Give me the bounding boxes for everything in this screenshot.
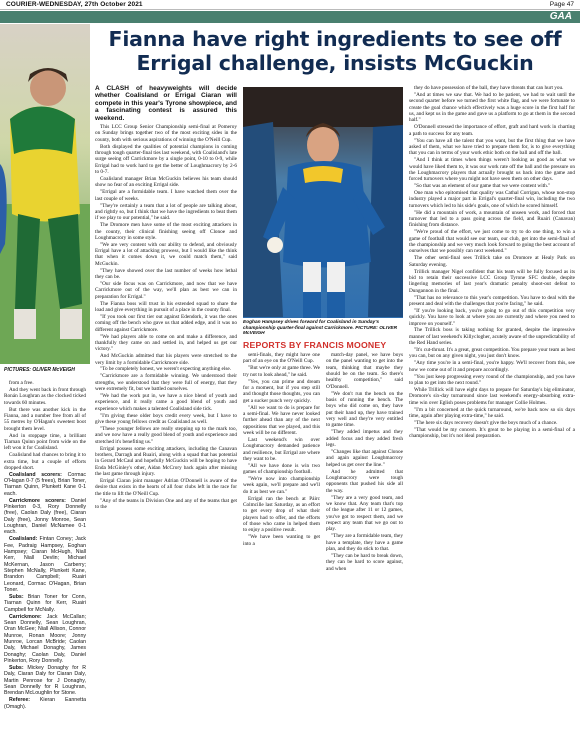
paragraph: "And at times we saw that. We had to be patient, we had to wait until the second quarter before we turned the first white flag, and we were fortunate to create the goal chance which effectively was a huge score in the first half for us, and kept us in the game and gave us a platform to go at them in the second half." <box>409 91 575 124</box>
left-photo-caption: PICTURES: OLIVER McVEIGH <box>4 367 75 373</box>
article-column-4 <box>326 352 403 733</box>
result-entry <box>4 614 86 665</box>
paragraph: "They are a formidable team, they have a template, they have a game plan, and they do stick to that. <box>326 533 403 552</box>
result-heading: Subs: <box>9 665 24 672</box>
paragraph: "Errigal are a formidable team. I have watched them over the last couple of weeks. <box>95 189 237 202</box>
paragraph: Last weekend's win over Loughmacrory demanded patience and resilience, but Errigal are where they want to be. <box>243 436 320 462</box>
paragraph: "They have showed over the last number of weeks how lethal they can be. <box>95 267 237 281</box>
paragraph: match-day panel, we have boys on the panel wanting to get into the team, thinking that maybe they should be on the team. So there's healthy competition," said O'Donnell. <box>326 352 403 390</box>
paragraph: Errigal Ciaran joint manager Adrian O'Donnell is aware of the desire that exists in the hearts of all four clubs left in the race for the title to lift the O'Neill Cup. <box>95 477 237 497</box>
left-photo-image <box>0 24 90 364</box>
article-intro: A CLASH of heavyweights will decide whether Coalisland or Errigal Ciaran will compete in this year's Tyrone showpiece, and a fascinating contest is assured this weekend. <box>95 85 237 122</box>
paragraph: "All we want to do is prepare for a semi-final. We have never looked further ahead than any of the next oppositions that we played, and this week will be no different. <box>243 404 320 436</box>
paragraph: While Trillick will have eight days to prepare for Saturday's big eliminator, Dromore's six-day turnaround since last weekend's energy-absorbing extra-time win over Eglish poses problems for manager Collie Holmes. <box>409 386 575 406</box>
result-heading: Carrickmore: <box>9 613 42 620</box>
paragraph: Both displayed the qualities of potential champions in coming through tough quarter-final ties last weekend, with Coalisland's late surge seeing off Carrickmore by a single point, 0-10 to 0-9, while Errigal had to work hard to get the better of Loughmacrory by 2-6 to 0-7. <box>95 143 237 176</box>
byline: REPORTS BY FRANCIS MOONEY <box>243 340 387 350</box>
paragraph: "If you're looking back, you're going to go out of this competition very quickly. You have to look at where you are currently and where you need to improve on yourself." <box>409 307 575 327</box>
paragraph: The Dromore men have some of the most exciting attackers in the county, their clinical finishing seeing off Clonoe and Loughmacrory in some style. <box>95 222 237 241</box>
paragraph: And McGuckin admitted that his players were stretched to the very limit by a formidable Carrickmore side. <box>95 353 237 366</box>
result-heading: Referee: <box>9 697 31 704</box>
paragraph: And in stoppage time, a brilliant Tiarnan Quinn point from wide on the left won it for Coalisland. <box>4 432 86 452</box>
paragraph: Errigal possess some exciting attackers, including the Canavan brothers, Darragh and Ruairi, along with a squad that has potential in Gerard McCaul and hopefully McGuckin will be hoping to have Enda McGinley's other, Aidan McCrory back again after missing the last game through injury. <box>95 445 237 477</box>
paragraph: This LCC Group Senior Championship semi-final at Pomeroy on Sunday brings together two of the most exciting sides in the county, both with serious aspirations of winning the O'Neill Cup. <box>95 124 237 143</box>
paragraph: "Our side focus was on Carrickmore, and now that we have Carrickmore out of the way, we'll plan as best we can in preparation for Errigal." <box>95 281 237 300</box>
result-body: Fintan Coney; Jack Fee, Padraig Hampsey, Eoghan Hampsey; Ciaran McHugh, Niall Kerr, Niall Devlin; Michael McKernan, Jason Carberry; Stephen McNally, Plunkett Kane, Brandon Campbell; Ruairi Leonard, Cormac O'Hagan, Brian Toner. <box>4 536 86 594</box>
result-body: Daniel Pinkerton 0-3, Rory Donnelly (free), Caolan Daly (free), Ciaran Daly (free), Jonny Monroe, Sean Loughran, Daniel McNamee 0-1 each. <box>4 497 86 536</box>
paragraph: O'Donnell stressed the importance of effort, graft and hard work in charting a path to success for any team. <box>409 124 575 137</box>
result-entry <box>4 472 86 497</box>
paragraph: "Yes, you can prime and dream for a moment, but if you step still and thought those thoughts, you can get a sucker punch very quickly. <box>243 378 320 404</box>
paragraph: "We have been wanting to get into a <box>243 534 320 547</box>
paragraph: "And I think at times when things weren't looking as good as what we would have liked them to, it was our work rate off the ball and the pressure on the Loughmacrory players that actually brought us back into the game and forced turnovers where you might not have seen them on other days. <box>409 157 575 183</box>
paragraph: "I'm a bit concerned at the quick turnaround, we're back now so six days time, again after playing extra-time," he said. <box>409 406 575 419</box>
paragraph: "Carrickmore are a formidable winning. We understood their strengths, we understood that they were full of energy, that they were extremely fit, but we battled ourselves. <box>95 373 237 393</box>
result-body: Jack McCallan; Sean Donnelly, Sean Loughran, Oran McGee; Niall Allison, Connor Munroe, Ronan Moore; Jonny Munroe, Lorcan McBride; Caolan Daly, Michael Donaghy, James Donaghy; Caolan Daly, Daniel Pinkerton, Rory Donnelly. <box>4 613 86 665</box>
paragraph: The Fianna boss will trust in his extended squad to share the load and give everything in pursuit of a place in the county final. <box>95 300 237 313</box>
paragraph: The Trillick boss is taking nothing for granted, despite the impressive manner of last weekend's Killyclogher, acutely aware of the unpredictability of the Red Hand series. <box>409 327 575 347</box>
paragraph: One man who epitomised that quality was Cathal Corrigan, whose non-stop industry played a major part in Errigal's quarter-final win, including the two turnovers which led to his side's goals, one of which he scored himself. <box>409 190 575 209</box>
paragraph: "To be completely honest, we weren't expecting anything else. <box>100 366 232 373</box>
paragraph: "These younger fellows are really stepping up to the mark too, and we now have a really good blend of youth and experience and stretched it's benefiting us." <box>95 425 237 445</box>
paragraph: "They are a very good team, and we know that. Any team that's top of the league after 11 or 12 games, you've got to respect them, and we respect any team that we go out to play. <box>326 494 403 533</box>
paragraph: from a free. <box>9 380 34 386</box>
paragraph: "We had the work put in, we have a nice blend of youth and experience, and it really came a good blend of youth and experience which makes a talented Coalisland side tick. <box>95 393 237 412</box>
paragraph: "We are very content with our ability to defend, and obviously Errigal have a lot of attacking prowess, but I would like the think that when it comes down it, we could match them," said McGuckin. <box>95 241 237 267</box>
paragraph: "That has no relevance to this year's competition. You have to deal with the present and deal with the challenges that you're facing," he said. <box>409 294 575 307</box>
paragraph: "That would be my concern. It's great to be playing in a semi-final of a championship, but it's not ideal preparation. <box>409 426 575 440</box>
paragraph: "We had players able to come on and make a difference, and thankfully they came on and settled in, and helped us get our victory." <box>95 333 237 353</box>
paragraph: Trillick manager Nigel confident that his team will be fully focused as its bid to retain their successive LCC Group Tyrone SFC double, despite lingering memories of last year's dramatic penalty shoot-out defeat to Dungannon in the final. <box>409 268 575 294</box>
section-tag: GAA <box>549 11 572 22</box>
result-heading: Carrickmore scorers: <box>9 497 66 504</box>
paragraph: "But we're only at game three. We try not to look ahead," he said. <box>243 365 320 378</box>
paragraph: "We're proud of the effort, we just come to try to do one thing, to win a game of football that would see our team, our club, get into the semi-final of the championship and we very much look forward to going the best account of ourselves that we possibly can next weekend." <box>409 229 575 255</box>
paragraph: "We don't run the bench on the basis of running the bench. The boys who did come on, they have put their hand up, they have trained very well and they're very entitled to game time. <box>326 390 403 429</box>
result-body: Mickey Donaghy for R Daly, Ciaran Daly for Ciaran Daly, Martin Penrose for J Donaghy, Sean Donnelly for R Loughran, Brendan McLoughlin for Stone. <box>4 665 86 697</box>
result-entry <box>4 697 86 710</box>
paragraph: "They added impetus and they added focus and they added fresh legs. <box>326 429 403 448</box>
paragraph: semi-finals, they might have one part of an eye on the O'Neill Cup. <box>243 352 320 365</box>
paragraph: Coalisland had chances to bring it to extra time, but a couple of efforts dropped short. <box>4 452 86 471</box>
article-column-5 <box>409 85 575 733</box>
section-bar <box>0 11 580 23</box>
paragraph: And they went back in front through Ronán Loughran as the clocked ticked towards 60 minutes. <box>4 386 86 406</box>
paragraph: "If you took our first tier out against Edendork, it was the ones coming off the bench who gave us that added edge, and it was no different against Carrickmore. <box>95 313 237 333</box>
paragraph: "The here six days recovery doesn't give the boys much of a chance. <box>414 419 558 426</box>
paragraph: "I'm giving these older boys credit every week, but I have to give these young fellows credit as Coalisland as well. <box>95 412 237 425</box>
article-column-3 <box>243 352 320 733</box>
result-entry <box>4 498 86 536</box>
paragraph: "You can have all the talent that you want, but the first thing that we have asked of them, what we have tried to prepare them for, is to give everything that you can in terms of your work ethic both on the ball and off the ball. <box>409 137 575 157</box>
main-photo <box>243 87 403 318</box>
result-body: Kieran Eannetta (Omagh). <box>4 697 86 710</box>
main-photo-image <box>243 87 403 318</box>
paragraph: "All we have done is win two games of championship football. <box>243 462 320 476</box>
result-heading: Subs: <box>9 594 24 601</box>
article-column-2 <box>95 85 237 733</box>
headline: Fianna have right ingredients to see off Errigal challenge, insists McGuckin <box>108 27 562 75</box>
paragraph: "He did a mountain of work, a mountain of unseen work, and forced that turnover that led to a pass going across the field, and Ruairi (Canavan) finishing from distance. <box>409 209 575 229</box>
paragraph: "You just keep progressing every round of the championship, and you have to plan to get into the next round." <box>409 373 575 386</box>
article-column-1 <box>4 380 86 732</box>
paragraph: they do have possession of the ball, they have threats that can hurt you. <box>414 85 564 91</box>
result-entry <box>4 536 86 593</box>
paragraph: "They can be hard to break down, they can be hard to score against, and when <box>326 552 403 572</box>
paragraph: "It's cut-throat. It's a great, great competition. You prepare your team as best you can, but on any given night, you just don't know. <box>409 347 575 360</box>
result-heading: Coalisland: <box>9 536 38 543</box>
paragraph: Coalisland manager Brian McGuckin believes his team should show no fear of an exciting Errigal side. <box>95 175 237 189</box>
result-entry <box>4 665 86 697</box>
page-header <box>0 0 580 10</box>
paragraph: "We're now into championship week again, we'll prepare and we'll do it as best we can." <box>243 476 320 495</box>
result-body: Cormac O'Hagan 0-7 (5 frees), Brian Toner, Tiarnan Quinn, Plunkett Kane 0-1 each. <box>4 471 86 497</box>
paragraph: The other semi-final sees Trillick take on Dromore at Healy Park on Saturday evening. <box>409 255 575 268</box>
paragraph: "So that was an element of our game that we were content with." <box>414 183 551 190</box>
page-number: Page 47 <box>549 1 574 8</box>
paragraph: "Any of the teams in Division One and any of the teams that get to the <box>95 497 237 510</box>
paper-date: COURIER-WEDNESDAY, 27th October 2021 <box>6 1 143 8</box>
paragraph: "They're certainly a team that a lot of people are talking about, and rightly so, but I think that we have the ingredients to beat them if we play to our potential," he said. <box>95 202 237 222</box>
result-body: Brian Toner for Conn, Tiarnan Quinn for Kerr, Ruairi Campbell for McNally. <box>4 594 86 613</box>
paragraph: And he admitted that Loughmacrory were tough opponents that pushed his side all the way. <box>326 468 403 494</box>
photo-caption: Eoghan Hampsey drives forward for Coalisland in Sunday's championship quarter-final against Carrickmore. PICTURE: OLIVER McVEIGH <box>243 320 398 337</box>
paragraph: But there was another kick in the Fianna, and a number free from all of 55 metres by O'Hagan's sweetest boot brought them level. <box>4 406 86 432</box>
result-entry <box>4 594 86 613</box>
paragraph: Errigal ran the bench at Páirc Colmcille last Saturday, as an effort to get every drop of what their players had to offer, and the efforts of those who came in helped them to enjoy a positive result. <box>243 495 320 534</box>
left-photo <box>0 24 90 364</box>
paragraph: "Changes like that against Clonoe and again against Loughmacrory helped us get over the line." <box>326 448 403 468</box>
paragraph: "Any time you're in a semi-final, you're happy. We'll recover from this, see how we come out of it and prepare accordingly. <box>409 360 575 373</box>
result-heading: Coalisland scorers: <box>9 471 62 478</box>
